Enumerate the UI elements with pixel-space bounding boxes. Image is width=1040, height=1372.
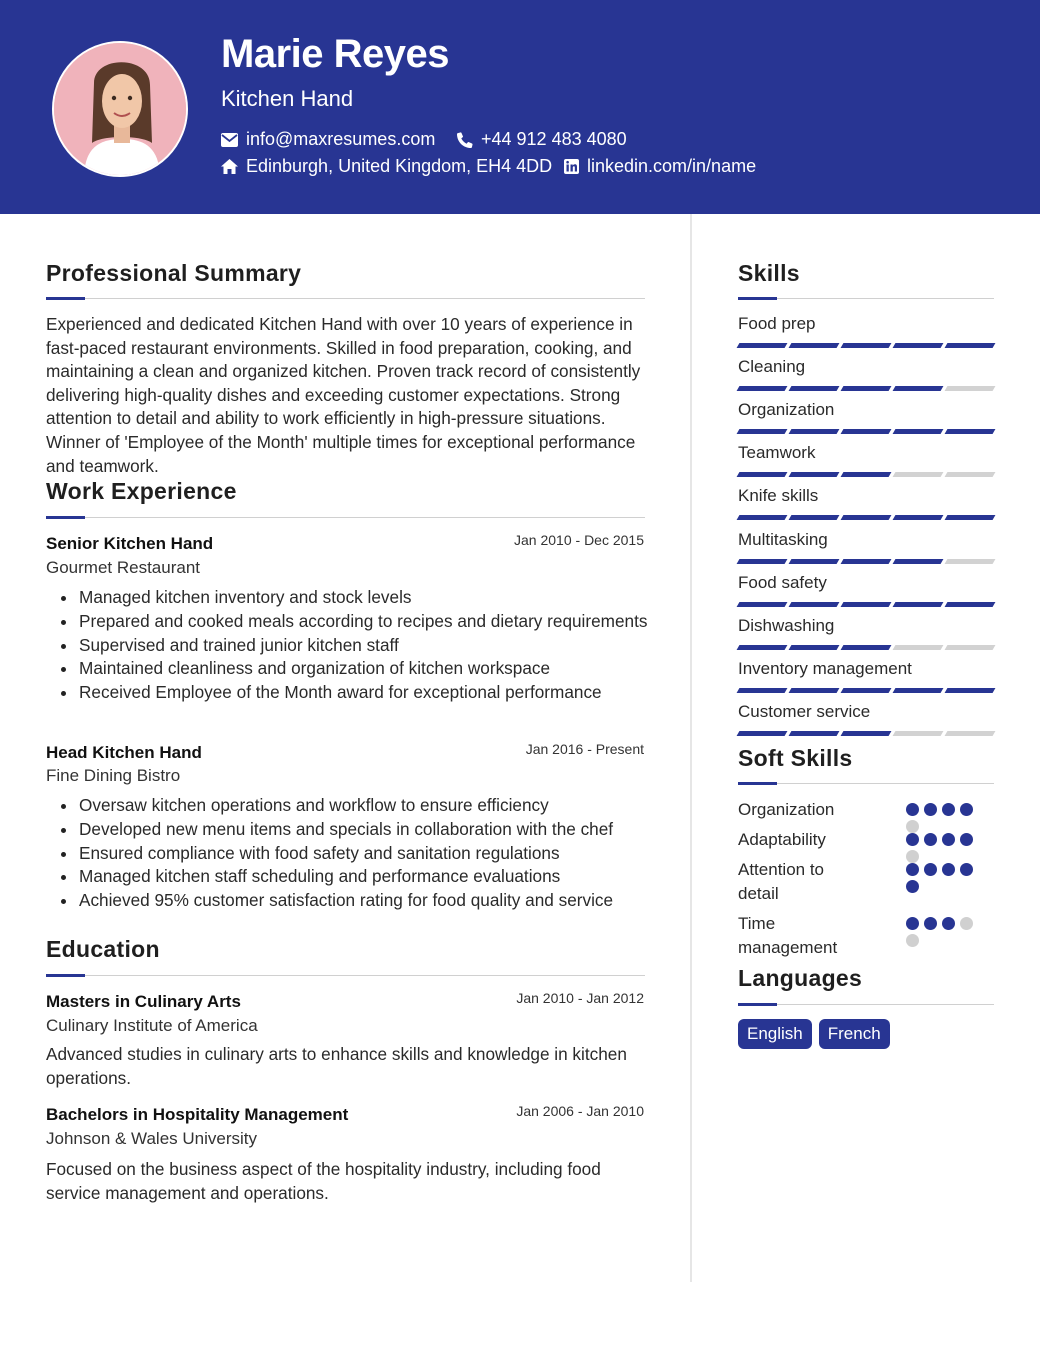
- skill-level-segment: [841, 688, 892, 693]
- skill-level-segment: [841, 645, 892, 650]
- linkedin-contact[interactable]: [564, 156, 756, 177]
- skill-label: Knife skills: [738, 486, 819, 506]
- skill-level-segment: [789, 343, 840, 348]
- skill-level-segment: [737, 515, 788, 520]
- job-company: Gourmet Restaurant: [46, 558, 201, 577]
- rating-dot: [906, 917, 919, 930]
- experience-heading: Work Experience: [46, 478, 237, 504]
- rating-dot: [906, 820, 919, 833]
- skill-level-segment: [737, 343, 788, 348]
- skill-level-segment: [789, 602, 840, 607]
- skill-level-segment: [893, 602, 944, 607]
- rating-dot: [924, 863, 937, 876]
- summary-rule: [46, 298, 645, 299]
- rating-dot: [906, 850, 919, 863]
- degree-title: Masters in Culinary Arts: [46, 992, 241, 1011]
- education-description: Focused on the business aspect of the hospitality industry, including food service management and operations.: [46, 1159, 601, 1203]
- list-item: Supervised and trained junior kitchen staff: [46, 634, 650, 658]
- rating-dot: [906, 934, 919, 947]
- skill-level-segment: [737, 429, 788, 434]
- skill-level-bar: [738, 343, 994, 348]
- skill-level-bar: [738, 559, 994, 564]
- skill-level-segment: [841, 343, 892, 348]
- skill-level-segment: [737, 645, 788, 650]
- skill-level-segment: [841, 602, 892, 607]
- degree-title: Bachelors in Hospitality Management: [46, 1105, 349, 1124]
- candidate-title: Kitchen Hand: [221, 86, 354, 111]
- job-company: Fine Dining Bistro: [46, 766, 181, 785]
- rating-dot: [924, 833, 937, 846]
- skill-level-segment: [945, 688, 996, 693]
- skill-level-segment: [945, 429, 996, 434]
- skill-level-segment: [893, 515, 944, 520]
- skill-level-segment: [737, 688, 788, 693]
- phone-text: +44 912 483 4080: [481, 129, 627, 149]
- skill-level-segment: [841, 559, 892, 564]
- skills-rule-accent: [738, 297, 777, 300]
- rating-dot: [960, 863, 973, 876]
- skill-label: Customer service: [738, 701, 871, 721]
- list-item: Managed kitchen staff scheduling and performance evaluations: [46, 865, 650, 889]
- skill-label: Food safety: [738, 572, 827, 592]
- rating-dot: [906, 803, 919, 816]
- skill-label: Inventory management: [738, 658, 912, 678]
- education-dates: Jan 2010 - Jan 2012: [516, 990, 644, 1006]
- soft-skill-rating: [906, 917, 980, 947]
- skill-level-segment: [893, 343, 944, 348]
- language-chip: French: [819, 1019, 890, 1049]
- linkedin-text: linkedin.com/in/name: [587, 156, 757, 176]
- skill-level-segment: [893, 472, 944, 477]
- soft-skills-heading: Soft Skills: [738, 745, 853, 771]
- languages-heading: Languages: [738, 965, 863, 991]
- list-item: Oversaw kitchen operations and workflow to ensure efficiency: [46, 794, 650, 818]
- education-description: Advanced studies in culinary arts to enhance skills and knowledge in kitchen operations.: [46, 1044, 627, 1088]
- rating-dot: [906, 880, 919, 893]
- rating-dot: [942, 833, 955, 846]
- rating-dot: [942, 863, 955, 876]
- list-item: Developed new menu items and specials in collaboration with the chef: [46, 818, 650, 842]
- soft-skills-rule-accent: [738, 782, 777, 785]
- rating-dot: [906, 863, 919, 876]
- skill-level-segment: [737, 559, 788, 564]
- skill-level-segment: [789, 559, 840, 564]
- skill-level-segment: [841, 429, 892, 434]
- column-divider: [690, 214, 692, 1282]
- job-bullets: [46, 586, 650, 705]
- skill-level-bar: [738, 688, 994, 693]
- skill-label: Food prep: [738, 314, 816, 333]
- rating-dot: [924, 803, 937, 816]
- list-item: Prepared and cooked meals according to recipes and dietary requirements: [46, 610, 650, 634]
- skill-level-segment: [789, 645, 840, 650]
- skill-level-segment: [945, 731, 996, 736]
- skill-label: Teamwork: [738, 443, 816, 463]
- skill-level-segment: [945, 386, 996, 391]
- address-contact: [221, 156, 552, 177]
- skill-level-bar: [738, 386, 994, 391]
- skill-level-segment: [737, 386, 788, 391]
- skill-level-bar: [738, 731, 994, 736]
- skill-level-segment: [841, 731, 892, 736]
- phone-contact[interactable]: [457, 129, 627, 150]
- skill-level-segment: [945, 559, 996, 564]
- summary-heading: Professional Summary: [46, 260, 302, 286]
- rating-dot: [924, 917, 937, 930]
- email-contact[interactable]: [221, 129, 435, 150]
- skill-level-segment: [737, 472, 788, 477]
- soft-skill-rating: [906, 863, 980, 893]
- skill-level-segment: [945, 515, 996, 520]
- skill-level-segment: [893, 429, 944, 434]
- school-name: Johnson & Wales University: [46, 1129, 258, 1148]
- skill-level-segment: [789, 515, 840, 520]
- skill-level-bar: [738, 515, 994, 520]
- list-item: Ensured compliance with food safety and sanitation regulations: [46, 842, 650, 866]
- skill-level-bar: [738, 645, 994, 650]
- summary-rule-accent: [46, 297, 85, 300]
- rating-dot: [942, 917, 955, 930]
- skill-level-segment: [737, 602, 788, 607]
- education-rule-accent: [46, 974, 85, 977]
- languages-list: [738, 1019, 890, 1049]
- skills-heading: Skills: [738, 260, 800, 286]
- job-dates: Jan 2016 - Present: [525, 741, 644, 757]
- soft-skill-rating: [906, 803, 980, 833]
- job-title: Senior Kitchen Hand: [46, 534, 214, 553]
- skill-level-bar: [738, 429, 994, 434]
- skill-level-segment: [841, 386, 892, 391]
- address-text: Edinburgh, United Kingdom, EH4 4DD: [246, 156, 553, 176]
- summary-text: Experienced and dedicated Kitchen Hand with over 10 years of experience in fast-paced restaurant environments. Skilled in food preparation, cooking, and maintaining a clean and organized kitchen. Proven track record of consistently delivering high-quality dishes and exceeding customer expectations. Strong attention to detail and ability to work efficiently in high-pressure situations. Winner of 'Employee of the Month' multiple times for exceptional performance and teamwork.: [46, 314, 641, 476]
- email-text: info@maxresumes.com: [246, 129, 436, 149]
- skill-level-segment: [789, 429, 840, 434]
- skill-level-segment: [841, 472, 892, 477]
- skill-level-segment: [945, 472, 996, 477]
- job-title: Head Kitchen Hand: [46, 743, 202, 762]
- rating-dot: [942, 803, 955, 816]
- soft-skill-label: Adaptability: [738, 830, 826, 849]
- list-item: Received Employee of the Month award for exceptional performance: [46, 681, 650, 705]
- skill-level-segment: [945, 602, 996, 607]
- skill-level-bar: [738, 602, 994, 607]
- soft-skill-label: Time management: [738, 914, 838, 957]
- experience-rule: [46, 517, 645, 518]
- candidate-name: Marie Reyes: [221, 32, 449, 76]
- job-dates: Jan 2010 - Dec 2015: [514, 532, 644, 548]
- job-bullets: [46, 794, 650, 913]
- skill-level-segment: [789, 731, 840, 736]
- phone-icon: [457, 132, 473, 148]
- skill-level-segment: [841, 515, 892, 520]
- rating-dot: [906, 833, 919, 846]
- language-chip: English: [738, 1019, 812, 1049]
- school-name: Culinary Institute of America: [46, 1016, 258, 1035]
- resume-header: [0, 0, 1040, 214]
- soft-skill-label: Organization: [738, 800, 835, 819]
- skill-level-segment: [789, 472, 840, 477]
- skill-level-segment: [893, 731, 944, 736]
- skill-label: Dishwashing: [738, 615, 835, 635]
- rating-dot: [960, 833, 973, 846]
- skill-level-segment: [789, 688, 840, 693]
- skill-level-segment: [893, 559, 944, 564]
- skill-level-segment: [737, 731, 788, 736]
- list-item: Achieved 95% customer satisfaction rating for food quality and service: [46, 889, 650, 913]
- skill-label: Organization: [738, 400, 835, 420]
- rating-dot: [960, 803, 973, 816]
- soft-skill-label: Attention to detail: [738, 860, 825, 903]
- languages-rule-accent: [738, 1003, 777, 1006]
- education-rule: [46, 975, 645, 976]
- experience-rule-accent: [46, 516, 85, 519]
- skill-level-segment: [893, 645, 944, 650]
- rating-dot: [960, 917, 973, 930]
- skill-label: Multitasking: [738, 529, 828, 549]
- profile-photo: [52, 41, 188, 177]
- linkedin-icon: [564, 159, 579, 174]
- education-dates: Jan 2006 - Jan 2010: [516, 1103, 644, 1119]
- skill-level-segment: [945, 645, 996, 650]
- list-item: Managed kitchen inventory and stock levels: [46, 586, 650, 610]
- skill-level-segment: [893, 386, 944, 391]
- list-item: Maintained cleanliness and organization of kitchen workspace: [46, 657, 650, 681]
- skill-level-segment: [893, 688, 944, 693]
- skill-label: Cleaning: [738, 357, 806, 377]
- education-heading: Education: [46, 936, 160, 962]
- envelope-icon: [221, 133, 238, 147]
- skill-level-segment: [945, 343, 996, 348]
- home-icon: [221, 159, 238, 174]
- skill-level-bar: [738, 472, 994, 477]
- soft-skill-rating: [906, 833, 980, 863]
- skill-level-segment: [789, 386, 840, 391]
